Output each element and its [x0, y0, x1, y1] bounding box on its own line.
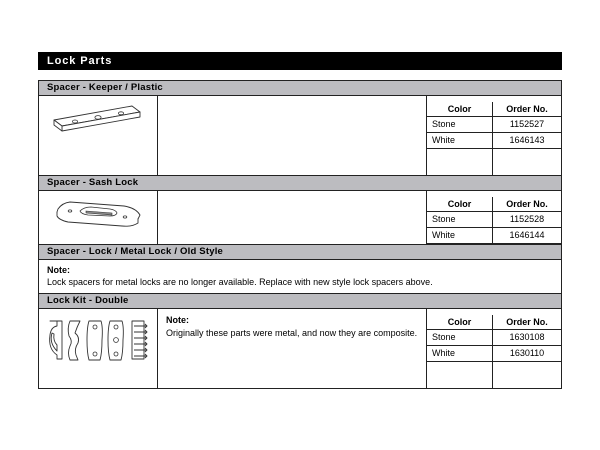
- page-title-bar: [38, 52, 562, 70]
- column-header-color: Color: [427, 315, 493, 329]
- cell-color: Stone: [427, 212, 493, 227]
- section-body-spacer-keeper-plastic: [39, 96, 561, 176]
- column-header-order-no: Order No.: [506, 317, 548, 327]
- note-label: Note:: [166, 315, 189, 325]
- flat-spacer-bar-three-holes-icon: [48, 102, 148, 144]
- column-header-order-no: Order No.: [506, 199, 548, 209]
- product-image-cell: [39, 309, 158, 388]
- cell-order-no: 1152527: [509, 119, 545, 129]
- column-header-color: Color: [427, 102, 493, 116]
- description-cell: [158, 309, 427, 388]
- cell-color: White: [427, 346, 493, 361]
- description-cell: [158, 96, 427, 175]
- column-header-order-no: Order No.: [506, 104, 548, 114]
- table-row-empty: [427, 149, 561, 175]
- lock-kit-double-parts-group-icon: [44, 315, 152, 367]
- cell-order-no: 1152528: [509, 214, 545, 224]
- description-cell: [158, 191, 427, 244]
- table-row[interactable]: [427, 212, 561, 228]
- section-header-spacer-sash-lock: [39, 176, 561, 191]
- table-row[interactable]: [427, 228, 561, 244]
- table-row[interactable]: [427, 330, 561, 346]
- cell-color-empty: [427, 149, 493, 175]
- parts-table: [38, 80, 562, 389]
- section-body-spacer-sash-lock: [39, 191, 561, 245]
- product-image-cell: [39, 191, 158, 244]
- cell-color-empty: [427, 362, 493, 388]
- note-text: Originally these parts were metal, and now they are composite.: [166, 328, 418, 338]
- cell-order-no: 1630110: [509, 348, 545, 358]
- table-row[interactable]: [427, 133, 561, 149]
- table-row-empty: [427, 362, 561, 388]
- product-image-cell: [39, 96, 158, 175]
- table-row[interactable]: [427, 346, 561, 362]
- section-title: Spacer - Lock / Metal Lock / Old Style: [47, 246, 224, 258]
- spec-header-row: [427, 315, 561, 330]
- cell-order-no: 1630108: [509, 332, 545, 342]
- cell-order-no: 1646143: [509, 135, 545, 145]
- section-body-spacer-lock-metal-old-style: [39, 260, 561, 294]
- spec-table: [427, 309, 561, 388]
- spec-table: [427, 96, 561, 175]
- note-text: Lock spacers for metal locks are no longer available. Replace with new style lock spacers above.: [47, 277, 433, 287]
- section-header-spacer-lock-metal-old-style: [39, 245, 561, 260]
- cell-color: White: [427, 228, 493, 243]
- cell-color: Stone: [427, 330, 493, 345]
- sash-lock-spacer-slotted-plate-icon: [48, 197, 148, 239]
- cell-color: Stone: [427, 117, 493, 132]
- cell-order-no-empty: [493, 362, 561, 388]
- section-title: Spacer - Keeper / Plastic: [47, 82, 163, 94]
- cell-order-no: 1646144: [509, 230, 545, 240]
- note-label: Note:: [47, 265, 70, 275]
- section-body-lock-kit-double: [39, 309, 561, 388]
- spec-table: [427, 191, 561, 244]
- column-header-color: Color: [427, 197, 493, 211]
- section-header-lock-kit-double: [39, 294, 561, 309]
- cell-color: White: [427, 133, 493, 148]
- note-block: [39, 260, 441, 293]
- cell-order-no-empty: [493, 149, 561, 175]
- spec-header-row: [427, 102, 561, 117]
- table-row[interactable]: [427, 117, 561, 133]
- section-title: Spacer - Sash Lock: [47, 177, 139, 189]
- section-header-spacer-keeper-plastic: [39, 81, 561, 96]
- spec-header-row: [427, 197, 561, 212]
- section-title: Lock Kit - Double: [47, 295, 129, 307]
- page-title: Lock Parts: [47, 55, 113, 67]
